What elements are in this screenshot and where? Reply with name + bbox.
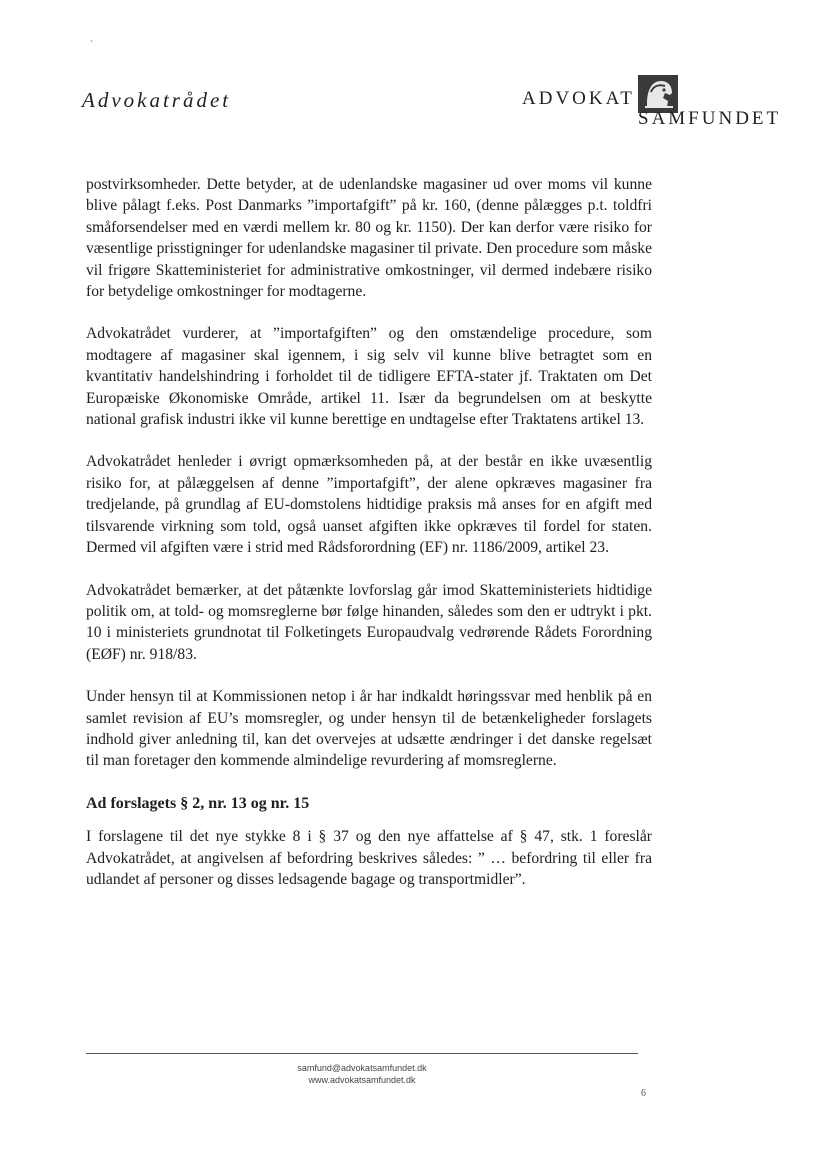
brand-name-bottom: SAMFUNDET (638, 108, 782, 129)
footer-divider (86, 1053, 638, 1054)
stray-mark: ` (90, 40, 94, 51)
paragraph-1: postvirksomheder. Dette betyder, at de udenlandske magasiner ud over moms vil kunne blive pålagt f.eks. Post Danmarks ”importafgift” på kr. 160, (denne pålægges p.t. toldfri småforsendelser med en værdi mellem kr. 80 og kr. 1150). Der kan derfor være risiko for væsentlige prisstigninger for udenlandske magasiner til private. Den procedure som måske vil frigøre Skatteministeriet for administrative omkostninger, vil dermed indebære risiko for betydelige omkostninger for modtagerne. (86, 176, 652, 301)
section-heading: Ad forslagets § 2, nr. 13 og nr. 15 (86, 794, 310, 812)
paragraph-2: Advokatrådet vurderer, at ”importafgiften” og den omstændelige procedure, som modtagere af magasiner skal igennem, i sig selv vil kunne blive betragtet som en kvantitativ handelshindring i forholdet til de tidligere EFTA-stater jf. Traktaten om Det Europæiske Økonomiske Område, artikel 11. Især da begrundelsen om at beskytte national grafisk industri ikke vil kunne berettige en undtagelse efter Traktatens artikel 13. (86, 325, 652, 429)
paragraph-4: Advokatrådet bemærker, at det påtænkte lovforslag går imod Skatteministeriets hidtidige politik om, at told- og momsreglerne bør følge hinanden, således som den er udtrykt i pkt. 10 i ministeriets grundnotat til Folketingets Europaudvalg vedrørende Rådets Forordning (EØF) nr. 918/83. (86, 581, 652, 663)
paragraph-5: Under hensyn til at Kommissionen netop i år har indkaldt høringssvar med henblik på en samlet revision af EU’s momsregler, og under hensyn til de betænkeligheder forslagets indhold giver anledning til, kan det overvejes at udsætte ændringer i det danske regelsæt til man foretager den kommende almindelige revurdering af momsreglerne. (86, 688, 652, 770)
footer-email: samfund@advokatsamfundet.dk (297, 1063, 427, 1073)
paragraph-3: Advokatrådet henleder i øvrigt opmærksomheden på, at der består en ikke uvæsentlig risiko for, at pålæggelsen af denne ”importafgift”, der alene opkræves magasiner fra tredjelande, på grundlag af EU-domstolens hidtidige praksis må anses for en afgift med tilsvarende virkning som told, også uanset afgiften ikke opkræves til fordel for staten. Dermed vil afgiften være i strid med Rådsforordning (EF) nr. 1186/2009, artikel 23. (86, 453, 652, 557)
letter-body (86, 174, 652, 911)
header-left-title: Advokatrådet (82, 88, 232, 112)
brand-name-top: ADVOKAT (522, 88, 635, 109)
page-number: 6 (641, 1088, 646, 1099)
section-paragraph: I forslagene til det nye stykke 8 i § 37 og den nye affattelse af § 47, stk. 1 foreslår Advokatrådet, at angivelsen af befordring beskrives således: ” … befordring til eller fra udlandet af personer og disses ledsagende bagage og transportmidler”. (86, 828, 652, 888)
footer-website: www.advokatsamfundet.dk (308, 1075, 416, 1085)
